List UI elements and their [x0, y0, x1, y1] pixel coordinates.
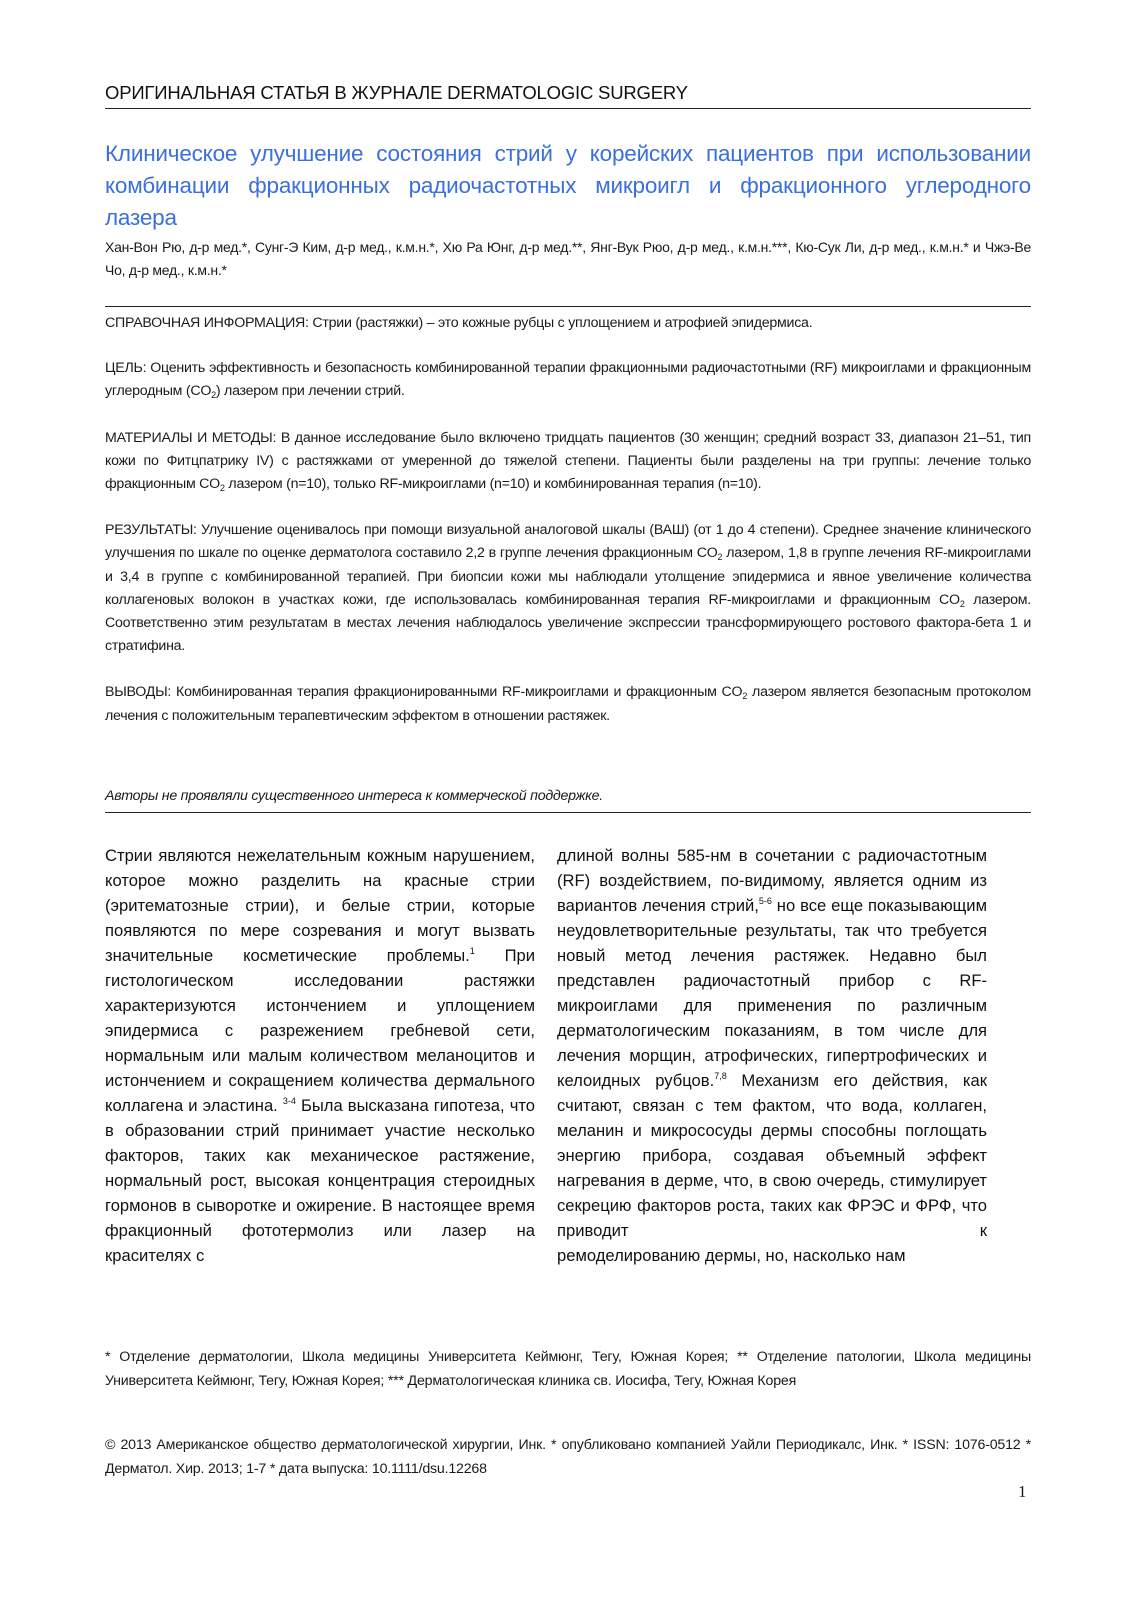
body-paragraph [557, 843, 987, 1243]
abstract-methods-text: МАТЕРИАЛЫ И МЕТОДЫ: В данное исследование было включено тридцать пациентов (30 женщин; средний возраст 33, диапазон 21–51, тип кожи по Фитцпатрику IV) с растяжками от умеренной до тяжелой степени. Пациенты были разделены на три группы: лечение только фракционным CO [105, 429, 1031, 493]
abstract-objective-text: ) лазером при лечении стрий. [215, 383, 405, 400]
citation-ref[interactable]: 3-4 [282, 1096, 296, 1106]
body-text: При гистологическом исследовании растяжки характеризуются истончением и уплощением эпидермиса с разрежением гребневой сети, нормальным или малым количеством меланоцитов и истончением и сокращением количества дермального коллагена и эластина. [105, 946, 535, 1115]
article-title: Клиническое улучшение состояния стрий у корейских пациентов при использовании комбинации фракционных радиочастотных микроигл и фракционного углеродного лазера [105, 141, 1031, 230]
abstract-objective [105, 357, 1031, 403]
subscript: 2 [959, 598, 965, 609]
abstract-conclusion [105, 681, 1031, 727]
disclosure-statement: Авторы не проявляли существенного интереса к коммерческой поддержке. [105, 788, 603, 804]
abstract-background: СПРАВОЧНАЯ ИНФОРМАЦИЯ: Стрии (растяжки) – это кожные рубцы с уплощением и атрофией эпидермиса. [105, 315, 813, 331]
abstract-objective-text: ЦЕЛЬ: Оценить эффективность и безопасность комбинированной терапии фракционными радиочастотными (RF) микроиглами и фракционным углеродным (CO [105, 360, 1031, 400]
body-paragraph [105, 843, 535, 1243]
citation-ref[interactable]: 5-6 [758, 896, 772, 906]
author-list: Хан-Вон Рю, д-р мед.*, Сунг-Э Ким, д-р мед., к.м.н.*, Хю Ра Юнг, д-р мед.**, Янг-Вук Рюо, д-р мед., к.м.н.***, Кю-Сук Ли, д-р мед., к.м.н.* и Чжэ-Ве Чо, д-р мед., к.м.н.* [105, 239, 1031, 278]
abstract-results-text: лазером. Соответственно этим результатам в местах лечения наблюдалось увеличение экспрессии трансформирующего ростового фактора-бета 1 и стратифина. [105, 591, 1031, 655]
abstract-conclusion-text: ВЫВОДЫ: Комбинированная терапия фракционированными RF-микроиглами и фракционным CO [105, 684, 743, 701]
abstract-bottom-divider [105, 812, 1031, 813]
header-divider [105, 108, 1031, 109]
subscript: 2 [211, 390, 216, 401]
subscript: 2 [717, 552, 723, 563]
copyright-notice: © 2013 Американское общество дерматологической хирургии, Инк. * опубликовано компанией Уайли Периодикалс, Инк. * ISSN: 1076-0512 * Дерматол. Хир. 2013; 1-7 * дата выпуска: 10.1111/dsu.12268 [105, 1437, 1031, 1477]
abstract-methods-text: лазером (n=10), только RF-микроиглами (n=10) и комбинированная терапия (n=10). [224, 476, 762, 493]
body-column-left [105, 843, 535, 1268]
abstract-results-text: лазером, 1,8 в группе лечения RF-микроиглами и 3,4 в группе с комбинированной терапией. При биопсии кожи мы наблюдали утолщение эпидермиса и явное увеличение количества коллагеновых волокон в участках кожи, где использовалась комбинированная терапия RF-микроиглами и фракционным CO [105, 545, 1031, 608]
body-text: но все еще показывающим неудовлетворительные результаты, так что требуется новый метод лечения растяжек. Недавно был представлен радиочастотный прибор с RF-микроиглами для применения по различным дерматологическим показаниям, в том числе для лечения морщин, атрофических, гипертрофических и келоидных рубцов. [557, 896, 987, 1090]
body-text-last-line: ремоделированию дермы, но, насколько нам [557, 1246, 906, 1265]
body-text: Механизм его действия, как считают, связан с тем фактом, что вода, коллаген, меланин и микрососуды дермы способны поглощать энергию прибора, создавая объемный эффект нагревания в дерме, что, в свою очередь, стимулирует секрецию факторов роста, таких как ФРЭС и ФРФ, что приводит к [557, 1071, 987, 1240]
abstract-top-divider [105, 306, 1031, 307]
abstract-conclusion-text: лазером является безопасным протоколом лечения с положительным терапевтическим эффектом в отношении растяжек. [105, 684, 1032, 724]
page-number: 1 [1018, 1482, 1027, 1501]
journal-header: ОРИГИНАЛЬНАЯ СТАТЬЯ В ЖУРНАЛЕ DERMATOLOGIC SURGERY [105, 82, 688, 103]
citation-ref[interactable]: 7,8 [714, 1071, 727, 1081]
body-text-last-line: красителях с [105, 1246, 205, 1265]
author-affiliations: * Отделение дерматологии, Школа медицины Университета Кеймюнг, Тегу, Южная Корея; ** Отделение патологии, Школа медицины Университета Кеймюнг, Тегу, Южная Корея; *** Дерматологическая клиника св. Иосифа, Тегу, Южная Корея [105, 1349, 1031, 1389]
body-text: Была высказана гипотеза, что в образовании стрий принимает участие несколько факторов, таких как механическое растяжение, нормальный рост, высокая концентрация стероидных гормонов в сыворотке и ожирение. В настоящее время фракционный фототермолиз или лазер на [105, 1096, 535, 1240]
body-text: длиной волны 585-нм в сочетании с радиочастотным (RF) воздействием, по-видимому, является одним из вариантов лечения стрий, [557, 846, 987, 915]
abstract-results [105, 519, 1031, 658]
subscript: 2 [742, 691, 748, 702]
abstract-results-text: РЕЗУЛЬТАТЫ: Улучшение оценивалось при помощи визуальной аналоговой шкалы (ВАШ) (от 1 до 4 степени). Среднее значение клинического улучшения по шкале по оценке дерматолога составило 2,2 в группе лечения фракционным CO [105, 522, 1031, 562]
subscript: 2 [219, 483, 225, 494]
abstract-methods [105, 427, 1031, 497]
citation-ref[interactable]: 1 [469, 946, 475, 956]
abstract [105, 312, 1031, 751]
body-column-right [557, 843, 987, 1268]
body-text: Стрии являются нежелательным кожным нарушением, которое можно разделить на красные стрии (эритематозные стрии), и белые стрии, которые появляются по мере созревания и могут вызвать значительные косметические проблемы. [105, 846, 535, 965]
